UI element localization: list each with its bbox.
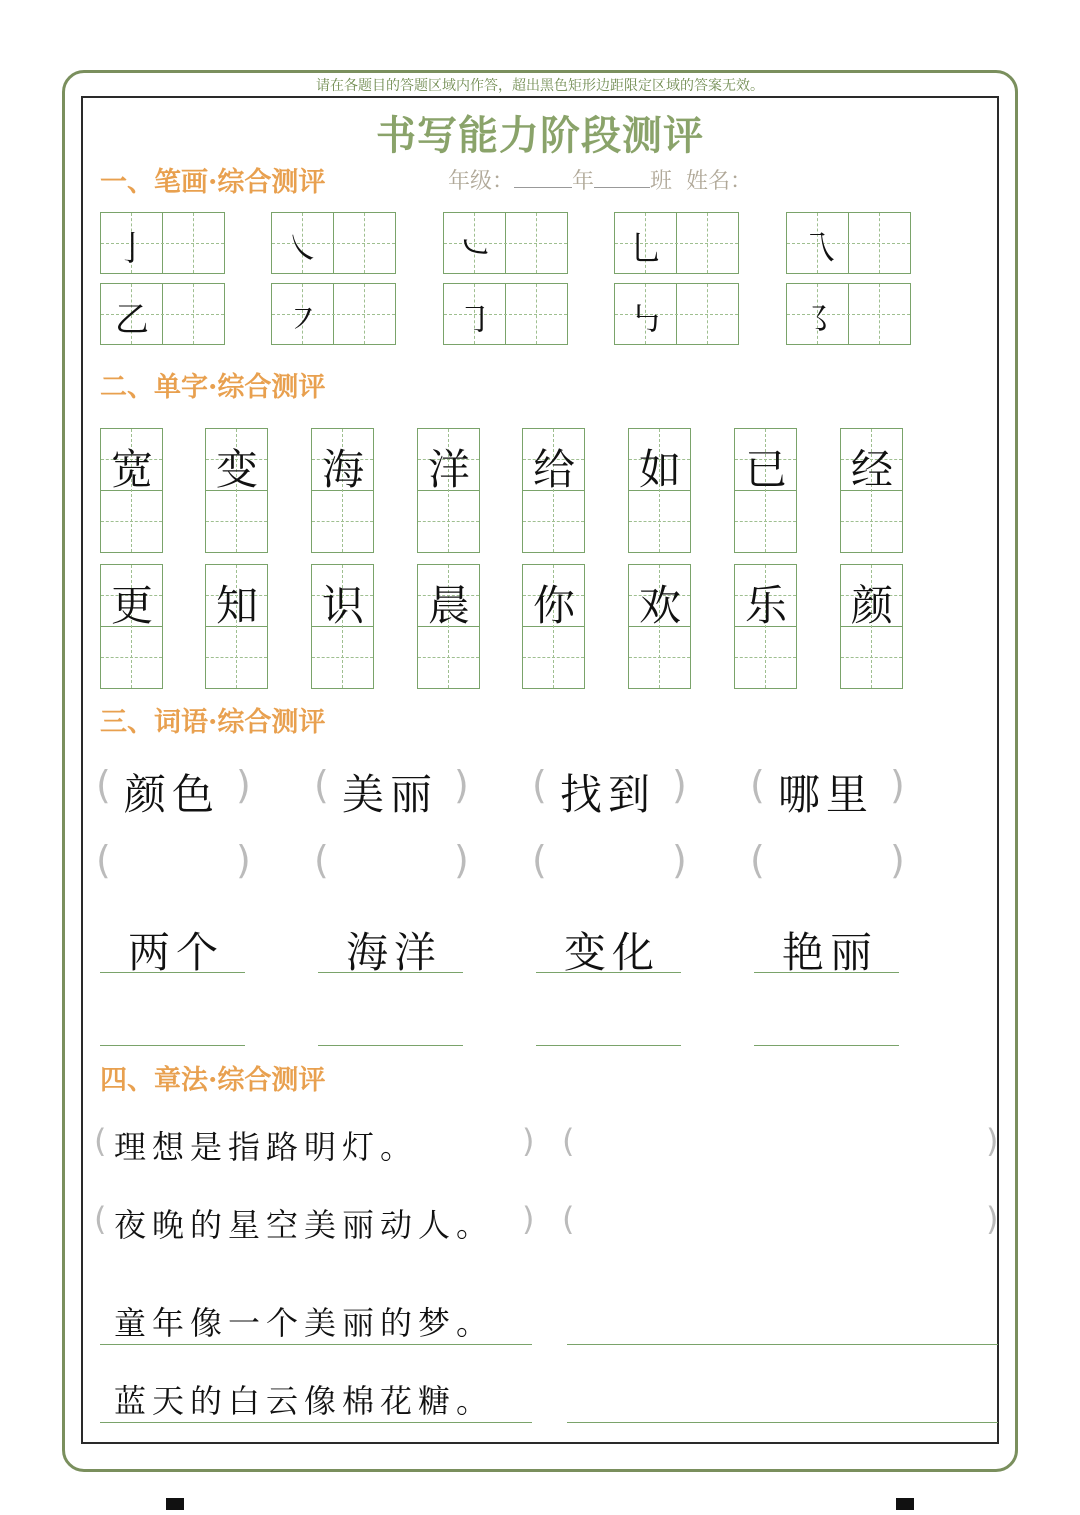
guide-line <box>418 657 479 658</box>
answer-paren-open[interactable]: ( <box>562 1200 575 1238</box>
stroke-box[interactable] <box>614 283 739 345</box>
name-label: 姓名： <box>686 169 753 194</box>
sentence-sample: 理想是指路明灯。 <box>114 1128 419 1166</box>
word-sample: 海洋 <box>346 928 443 977</box>
answer-paren-open[interactable]: ( <box>532 838 547 882</box>
stroke-box[interactable] <box>786 283 911 345</box>
character-box[interactable] <box>205 564 268 689</box>
word-underline <box>100 972 245 973</box>
paren-open: ( <box>532 763 547 807</box>
stroke-box[interactable] <box>443 283 568 345</box>
sentence-underline <box>100 1422 532 1423</box>
stroke-box[interactable] <box>614 212 739 274</box>
answer-paren-close[interactable]: ) <box>672 838 687 882</box>
stroke-box[interactable] <box>100 283 225 345</box>
stroke-box[interactable] <box>786 212 911 274</box>
guide-line <box>841 521 902 522</box>
character-box[interactable] <box>100 428 163 553</box>
word-sample: 哪里 <box>778 770 875 819</box>
character-box[interactable] <box>628 564 691 689</box>
character-sample: 你 <box>532 581 575 630</box>
answer-underline[interactable] <box>318 1045 463 1046</box>
stroke-box[interactable] <box>100 212 225 274</box>
word-sample: 变化 <box>564 928 661 977</box>
word-underline <box>318 972 463 973</box>
stroke-box[interactable] <box>271 283 396 345</box>
paren-close: ) <box>522 1122 535 1160</box>
grade-blank[interactable] <box>514 167 572 188</box>
character-box[interactable] <box>100 564 163 689</box>
section-words-heading: 三、词语·综合测评 <box>100 707 326 738</box>
character-box[interactable] <box>734 564 797 689</box>
paren-close: ) <box>672 763 687 807</box>
stroke-sample: ㇃ <box>458 229 492 269</box>
stroke-sample: ㇇ <box>286 300 320 340</box>
stroke-sample: ㇉ <box>629 300 663 340</box>
paren-open: ( <box>94 1122 107 1160</box>
guide-line <box>101 657 162 658</box>
paren-close: ) <box>522 1200 535 1238</box>
guide-line <box>629 521 690 522</box>
guide-line <box>629 657 690 658</box>
page-title: 书写能力阶段测评 <box>376 112 704 159</box>
word-sample: 艳丽 <box>782 928 879 977</box>
character-box[interactable] <box>311 428 374 553</box>
character-box[interactable] <box>840 564 903 689</box>
class-label: 班 <box>650 169 673 194</box>
answer-paren-open[interactable]: ( <box>562 1122 575 1160</box>
paren-open: ( <box>750 763 765 807</box>
paren-close: ) <box>890 763 905 807</box>
answer-underline[interactable] <box>536 1045 681 1046</box>
stroke-sample: 乚 <box>629 229 663 269</box>
word-sample: 两个 <box>128 928 225 977</box>
answer-underline[interactable] <box>754 1045 899 1046</box>
answer-underline[interactable] <box>567 1344 998 1345</box>
character-sample: 欢 <box>638 581 681 630</box>
guide-line <box>418 521 479 522</box>
answer-paren-close[interactable]: ) <box>454 838 469 882</box>
paren-open: ( <box>96 763 111 807</box>
character-box[interactable] <box>311 564 374 689</box>
answer-paren-close[interactable]: ) <box>986 1122 999 1160</box>
answer-paren-close[interactable]: ) <box>890 838 905 882</box>
character-sample: 如 <box>638 445 681 494</box>
paren-close: ) <box>236 763 251 807</box>
section-characters-heading: 二、单字·综合测评 <box>100 372 326 403</box>
stroke-box[interactable] <box>271 212 396 274</box>
character-sample: 更 <box>110 581 153 630</box>
character-sample: 洋 <box>427 445 470 494</box>
guide-line <box>523 521 584 522</box>
student-info <box>448 164 752 195</box>
word-sample: 找到 <box>560 770 657 819</box>
character-sample: 识 <box>321 581 364 630</box>
character-sample: 给 <box>532 445 575 494</box>
character-sample: 乐 <box>744 581 787 630</box>
character-sample: 颜 <box>850 581 893 630</box>
word-sample: 美丽 <box>342 770 439 819</box>
stroke-sample: ㇌ <box>801 300 835 340</box>
stroke-sample: ㇆ <box>458 300 492 340</box>
answer-paren-open[interactable]: ( <box>96 838 111 882</box>
answer-paren-close[interactable]: ) <box>236 838 251 882</box>
word-sample: 颜色 <box>124 770 221 819</box>
character-box[interactable] <box>840 428 903 553</box>
character-box[interactable] <box>522 564 585 689</box>
guide-line <box>206 521 267 522</box>
stroke-box[interactable] <box>443 212 568 274</box>
paren-open: ( <box>314 763 329 807</box>
guide-line <box>735 521 796 522</box>
character-box[interactable] <box>522 428 585 553</box>
paren-close: ) <box>454 763 469 807</box>
answer-paren-close[interactable]: ) <box>986 1200 999 1238</box>
sentence-sample: 童年像一个美丽的梦。 <box>114 1304 495 1342</box>
character-sample: 知 <box>215 581 258 630</box>
character-sample: 经 <box>850 445 893 494</box>
stroke-sample: 亅 <box>115 229 149 269</box>
guide-line <box>312 657 373 658</box>
guide-line <box>101 521 162 522</box>
answer-area-notice: 请在各题目的答题区域内作答，超出黑色矩形边距限定区域的答案无效。 <box>316 78 764 94</box>
guide-line <box>206 657 267 658</box>
character-box[interactable] <box>417 564 480 689</box>
year-label: 年 <box>572 169 595 194</box>
guide-line <box>523 657 584 658</box>
character-sample: 宽 <box>110 445 153 494</box>
guide-line <box>312 521 373 522</box>
word-underline <box>754 972 899 973</box>
answer-underline[interactable] <box>567 1422 998 1423</box>
sentence-underline <box>100 1344 532 1345</box>
character-sample: 变 <box>215 445 258 494</box>
answer-paren-open[interactable]: ( <box>750 838 765 882</box>
guide-line <box>735 657 796 658</box>
alignment-mark-right <box>896 1498 914 1510</box>
character-box[interactable] <box>628 428 691 553</box>
word-underline <box>536 972 681 973</box>
stroke-sample: ㇏ <box>286 229 320 269</box>
character-box[interactable] <box>417 428 480 553</box>
character-box[interactable] <box>205 428 268 553</box>
answer-paren-open[interactable]: ( <box>314 838 329 882</box>
character-sample: 海 <box>321 445 364 494</box>
character-box[interactable] <box>734 428 797 553</box>
alignment-mark-left <box>166 1498 184 1510</box>
section-strokes-heading: 一、笔画·综合测评 <box>100 167 326 198</box>
guide-line <box>841 657 902 658</box>
sentence-sample: 夜晚的星空美丽动人。 <box>114 1206 495 1244</box>
class-blank[interactable] <box>594 167 650 188</box>
character-sample: 晨 <box>427 581 470 630</box>
character-sample: 已 <box>744 445 787 494</box>
sentence-sample: 蓝天的白云像棉花糖。 <box>114 1382 495 1420</box>
stroke-sample: 乁 <box>801 229 835 269</box>
grade-label: 年级： <box>448 169 515 194</box>
section-composition-heading: 四、章法·综合测评 <box>100 1065 326 1096</box>
paren-open: ( <box>94 1200 107 1238</box>
answer-underline[interactable] <box>100 1045 245 1046</box>
stroke-sample: 乙 <box>115 300 149 340</box>
